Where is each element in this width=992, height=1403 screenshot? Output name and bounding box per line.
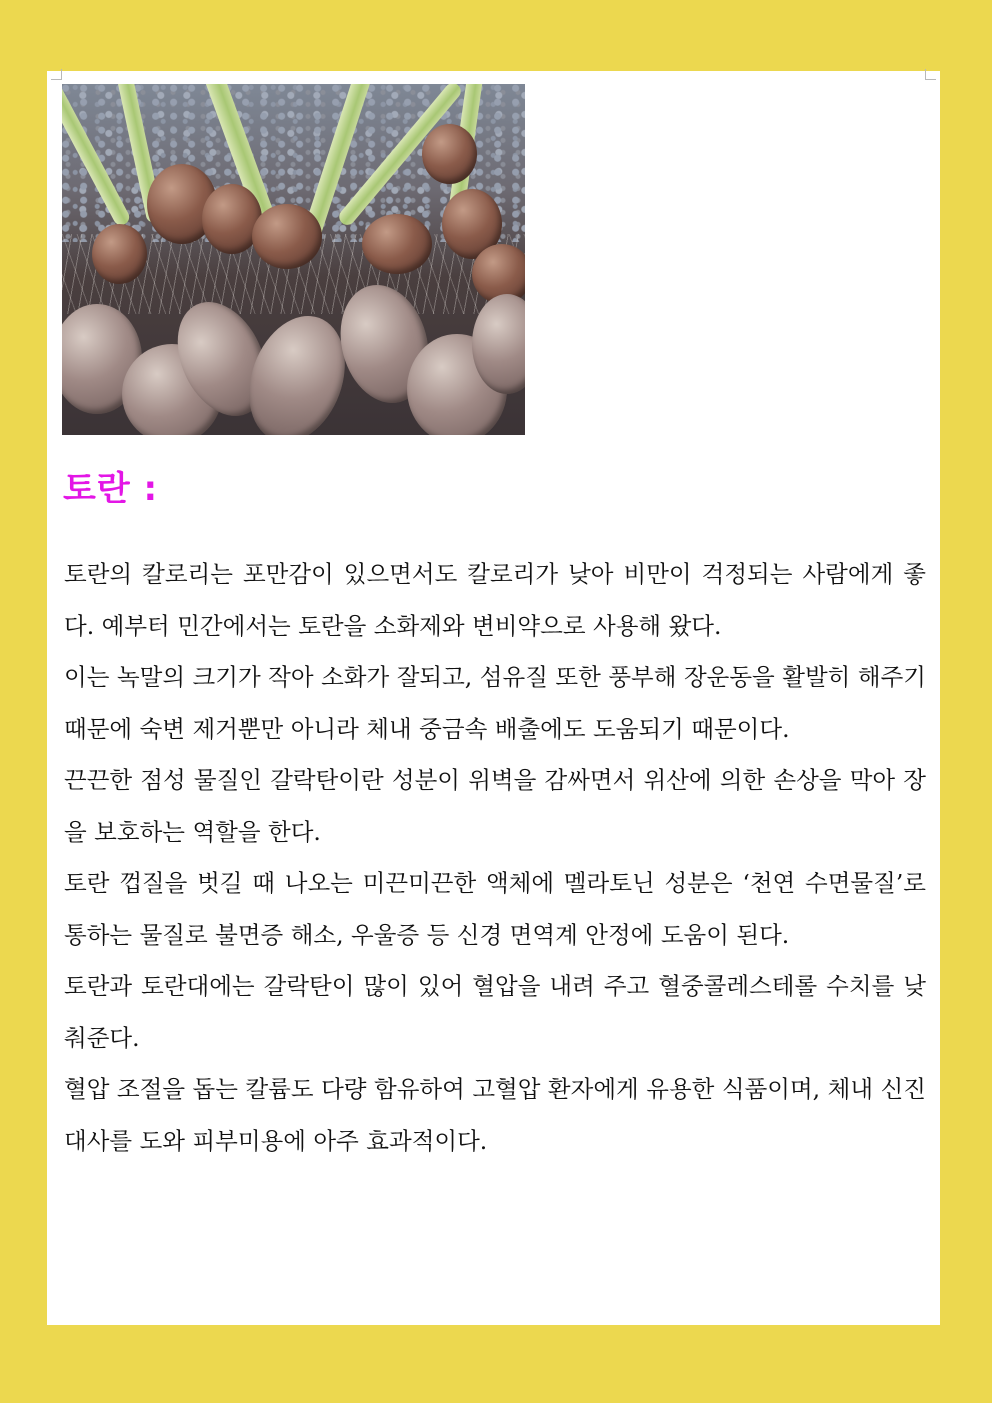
taro-corm [422, 124, 477, 184]
paragraph: 토란 껍질을 벗길 때 나오는 미끈미끈한 액체에 멜라토닌 성분은 ‘천연 수면물질’로 통하는 물질로 불면증 해소, 우울증 등 신경 면역계 안정에 도움이 된다. [64, 869, 926, 949]
paragraph: 토란과 토란대에는 갈락탄이 많이 있어 혈압을 내려 주고 혈중콜레스테롤 수치를 낮춰준다. [64, 972, 926, 1052]
page-corner-mark-left [51, 69, 62, 80]
document-page [47, 71, 940, 1325]
taro-photo [62, 84, 525, 435]
paragraph: 끈끈한 점성 물질인 갈락탄이란 성분이 위벽을 감싸면서 위산에 의한 손상을 막아 장을 보호하는 역할을 한다. [64, 766, 926, 846]
page-corner-mark-right [925, 69, 936, 80]
taro-corm [92, 224, 147, 284]
taro-corm [252, 204, 322, 269]
page-heading: 토란 : [63, 469, 159, 509]
paragraph: 토란의 칼로리는 포만감이 있으면서도 칼로리가 낮아 비만이 걱정되는 사람에게 좋다. 예부터 민간에서는 토란을 소화제와 변비약으로 사용해 왔다. [64, 560, 926, 640]
article-body [64, 549, 926, 1167]
paragraph: 이는 녹말의 크기가 작아 소화가 잘되고, 섬유질 또한 풍부해 장운동을 활발히 해주기 때문에 숙변 제거뿐만 아니라 체내 중금속 배출에도 도움되기 때문이다. [64, 663, 926, 743]
taro-corm [362, 214, 432, 274]
paragraph: 혈압 조절을 돕는 칼륨도 다량 함유하여 고혈압 환자에게 유용한 식품이며, 체내 신진대사를 도와 피부미용에 아주 효과적이다. [64, 1075, 926, 1155]
